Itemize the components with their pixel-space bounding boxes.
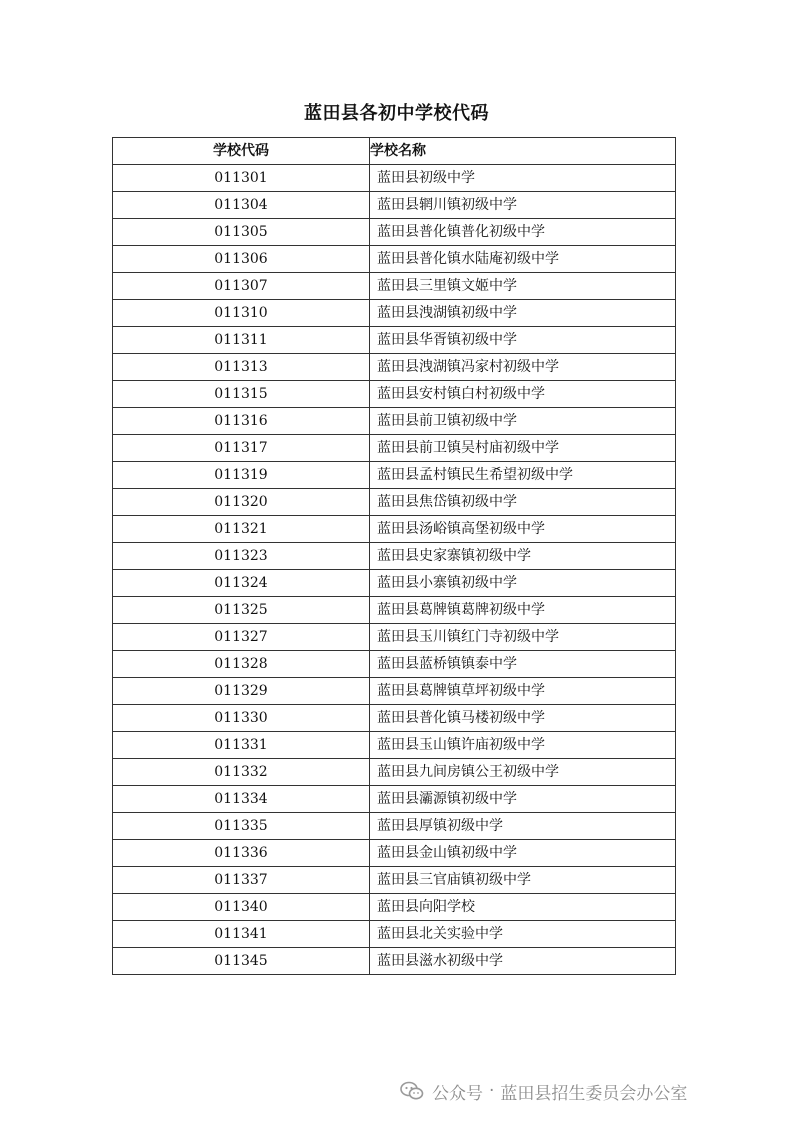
table-row xyxy=(113,435,676,462)
school-name-cell: 蓝田县葛牌镇草坪初级中学 xyxy=(370,678,676,705)
school-name-cell: 蓝田县金山镇初级中学 xyxy=(370,840,676,867)
table-row xyxy=(113,219,676,246)
school-code-cell: 011331 xyxy=(113,732,370,759)
table-row xyxy=(113,651,676,678)
school-code-cell: 011315 xyxy=(113,381,370,408)
school-code-cell: 011320 xyxy=(113,489,370,516)
school-code-cell: 011323 xyxy=(113,543,370,570)
school-code-cell: 011336 xyxy=(113,840,370,867)
school-code-cell: 011304 xyxy=(113,192,370,219)
school-code-cell: 011337 xyxy=(113,867,370,894)
header-school-name: 学校名称 xyxy=(370,138,676,165)
school-name-cell: 蓝田县史家寨镇初级中学 xyxy=(370,543,676,570)
school-name-cell: 蓝田县洩湖镇初级中学 xyxy=(370,300,676,327)
table-row xyxy=(113,489,676,516)
school-code-cell: 011327 xyxy=(113,624,370,651)
footer-account-name: 蓝田县招生委员会办公室 xyxy=(500,1083,688,1104)
school-code-cell: 011329 xyxy=(113,678,370,705)
header-school-code: 学校代码 xyxy=(113,138,370,165)
school-name-cell: 蓝田县华胥镇初级中学 xyxy=(370,327,676,354)
school-code-cell: 011341 xyxy=(113,921,370,948)
footer-watermark xyxy=(400,1078,687,1104)
school-name-cell: 蓝田县初级中学 xyxy=(370,165,676,192)
school-code-cell: 011321 xyxy=(113,516,370,543)
table-body xyxy=(113,165,676,975)
school-code-cell: 011319 xyxy=(113,462,370,489)
table-row xyxy=(113,408,676,435)
table-row xyxy=(113,867,676,894)
school-name-cell: 蓝田县厚镇初级中学 xyxy=(370,813,676,840)
school-code-cell: 011334 xyxy=(113,786,370,813)
school-code-table xyxy=(112,137,676,975)
table-row xyxy=(113,165,676,192)
table-row xyxy=(113,786,676,813)
school-name-cell: 蓝田县灞源镇初级中学 xyxy=(370,786,676,813)
school-name-cell: 蓝田县前卫镇吴村庙初级中学 xyxy=(370,435,676,462)
table-row xyxy=(113,354,676,381)
school-name-cell: 蓝田县葛牌镇葛牌初级中学 xyxy=(370,597,676,624)
school-name-cell: 蓝田县汤峪镇高堡初级中学 xyxy=(370,516,676,543)
school-name-cell: 蓝田县向阳学校 xyxy=(370,894,676,921)
school-name-cell: 蓝田县普化镇马楼初级中学 xyxy=(370,705,676,732)
school-code-cell: 011328 xyxy=(113,651,370,678)
table-row xyxy=(113,597,676,624)
school-code-cell: 011305 xyxy=(113,219,370,246)
school-code-cell: 011340 xyxy=(113,894,370,921)
school-name-cell: 蓝田县焦岱镇初级中学 xyxy=(370,489,676,516)
table-row xyxy=(113,246,676,273)
school-code-cell: 011306 xyxy=(113,246,370,273)
school-code-cell: 011325 xyxy=(113,597,370,624)
school-name-cell: 蓝田县普化镇普化初级中学 xyxy=(370,219,676,246)
table-row xyxy=(113,192,676,219)
table-row xyxy=(113,840,676,867)
school-code-cell: 011307 xyxy=(113,273,370,300)
table-row xyxy=(113,678,676,705)
table-row xyxy=(113,273,676,300)
table-row xyxy=(113,327,676,354)
wechat-icon xyxy=(400,1081,424,1101)
school-name-cell: 蓝田县三里镇文姬中学 xyxy=(370,273,676,300)
school-name-cell: 蓝田县滋水初级中学 xyxy=(370,948,676,975)
table-row xyxy=(113,570,676,597)
table-row xyxy=(113,624,676,651)
table-row xyxy=(113,462,676,489)
table-row xyxy=(113,921,676,948)
table-row xyxy=(113,300,676,327)
school-code-cell: 011335 xyxy=(113,813,370,840)
table-row xyxy=(113,894,676,921)
school-code-cell: 011316 xyxy=(113,408,370,435)
school-code-cell: 011313 xyxy=(113,354,370,381)
school-code-cell: 011317 xyxy=(113,435,370,462)
school-name-cell: 蓝田县孟村镇民生希望初级中学 xyxy=(370,462,676,489)
school-code-cell: 011324 xyxy=(113,570,370,597)
footer-label: 公众号 xyxy=(432,1083,483,1104)
school-name-cell: 蓝田县前卫镇初级中学 xyxy=(370,408,676,435)
school-code-cell: 011345 xyxy=(113,948,370,975)
school-name-cell: 蓝田县九间房镇公王初级中学 xyxy=(370,759,676,786)
table-header-row xyxy=(113,138,676,165)
school-code-cell: 011330 xyxy=(113,705,370,732)
school-name-cell: 蓝田县玉川镇红门寺初级中学 xyxy=(370,624,676,651)
school-name-cell: 蓝田县安村镇白村初级中学 xyxy=(370,381,676,408)
table-row xyxy=(113,813,676,840)
school-code-cell: 011311 xyxy=(113,327,370,354)
footer-separator: · xyxy=(489,1081,495,1101)
school-name-cell: 蓝田县蓝桥镇镇泰中学 xyxy=(370,651,676,678)
table-row xyxy=(113,516,676,543)
page-title: 蓝田县各初中学校代码 xyxy=(304,103,489,124)
school-name-cell: 蓝田县三官庙镇初级中学 xyxy=(370,867,676,894)
table-row xyxy=(113,705,676,732)
school-code-cell: 011310 xyxy=(113,300,370,327)
table-row xyxy=(113,381,676,408)
table-row xyxy=(113,543,676,570)
table-row xyxy=(113,948,676,975)
school-code-cell: 011301 xyxy=(113,165,370,192)
school-name-cell: 蓝田县辋川镇初级中学 xyxy=(370,192,676,219)
table-row xyxy=(113,759,676,786)
school-name-cell: 蓝田县普化镇水陆庵初级中学 xyxy=(370,246,676,273)
school-name-cell: 蓝田县玉山镇许庙初级中学 xyxy=(370,732,676,759)
school-name-cell: 蓝田县洩湖镇冯家村初级中学 xyxy=(370,354,676,381)
school-name-cell: 蓝田县北关实验中学 xyxy=(370,921,676,948)
table-row xyxy=(113,732,676,759)
school-code-cell: 011332 xyxy=(113,759,370,786)
school-name-cell: 蓝田县小寨镇初级中学 xyxy=(370,570,676,597)
